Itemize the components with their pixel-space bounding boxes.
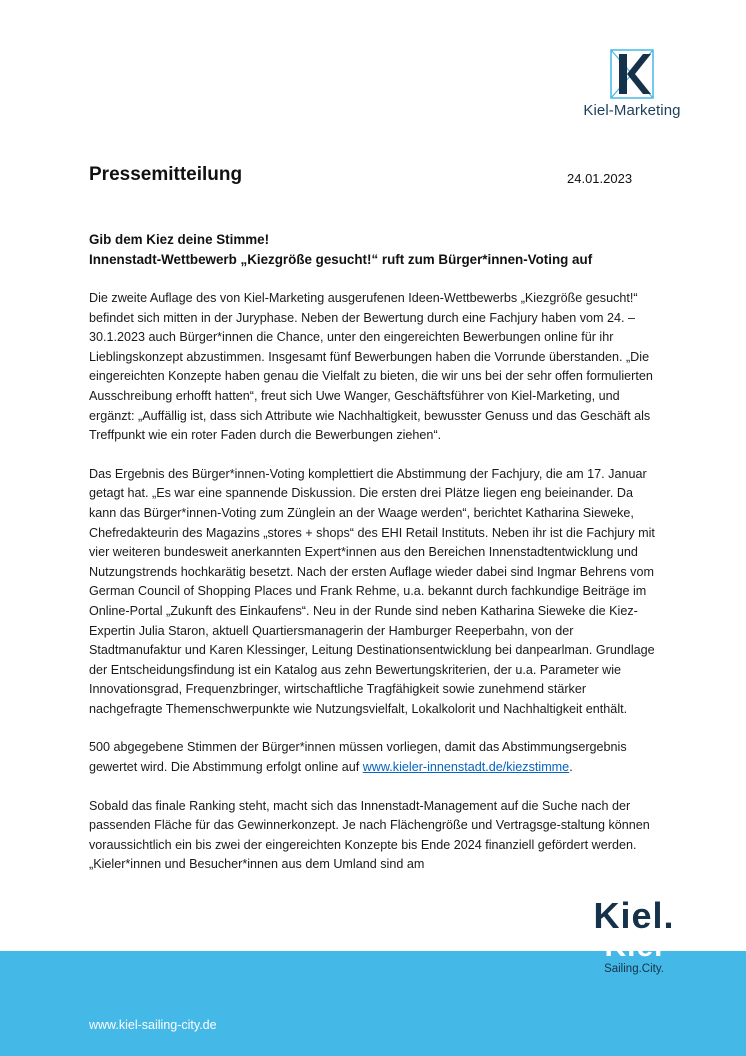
kiel-marketing-logo — [582, 48, 682, 119]
logo-text: Kiel-Marketing — [583, 102, 681, 119]
kiel-logo-word-mirror: Kiel — [604, 930, 664, 963]
release-date: 24.01.2023 — [567, 171, 633, 186]
kiel-marketing-k-logo-icon — [609, 48, 655, 100]
paragraph-3-text: 500 abgegebene Stimmen der Bürger*innen müssen vorliegen, damit das Abstimmungsergebnis gewertet wird. Die Abstimmung erfolgt online auf — [89, 740, 627, 775]
kiel-sailing-city-logo — [584, 895, 684, 975]
paragraph-3-end: . — [569, 760, 573, 775]
subheadline — [89, 230, 669, 270]
footer-url: www.kiel-sailing-city.de — [89, 1018, 217, 1032]
subheadline-line-2: Innenstadt-Wettbewerb „Kiezgröße gesucht!“ ruft zum Bürger*innen-Voting auf — [89, 252, 593, 267]
article-body — [89, 289, 661, 894]
kiel-logo-word: Kiel. — [593, 895, 675, 936]
paragraph-2: Das Ergebnis des Bürger*innen-Voting komplettiert die Abstimmung der Fachjury, die am 17. Januar getagt hat. „Es war eine spannende Diskussion. Die ersten drei Plätze liegen eng beieinander. Da kann das Bürger*innen-Voting zum Zünglein an der Waage werden“, berichtet Katharina Sieweke, Chefredakteurin des Magazins „stores + shops“ des EHI Retail Instituts. Neben ihr ist die Fachjury mit vier weiteren bundesweit anerkannten Expert*innen aus den Bereichen Innenstadtentwicklung und Nutzungstrends hochkarätig besetzt. Nach der ersten Auflage wieder dabei sind Ingmar Behrens vom German Council of Shopping Places und Frank Rehme, u.a. bekannt durch fachkundige Beiträge im Online-Portal „Zukunft des Einkaufens“. Neu in der Runde sind neben Katharina Sieweke die Kiez-Expertin Julia Staron, aktuell Quartiersmanagerin der Hamburger Reeperbahn, von der Stadtmanufaktur und Karen Klessinger, Leitung Destinationsentwicklung bei danpearlman. Grundlage der Entscheidungsfindung ist ein Katalog aus zehn Bewertungskriterien, der u.a. Parameter wie Innovationsgrad, Frequenzbringer, wirtschaftliche Tragfähigkeit sowie zunehmend stärker nachgefragte Themenschwerpunkte wie Nutzungsvielfalt, Lokalkolorit und Nachhaltigkeit enthält. — [89, 466, 655, 716]
footer-bar — [0, 895, 746, 1056]
paragraph-1: Die zweite Auflage des von Kiel-Marketing ausgerufenen Ideen-Wettbewerbs „Kiezgröße gesucht!“ befindet sich mitten in der Juryphase. Neben der Bewertung durch eine Fachjury haben vom 24. – 30.1.2023 auch Bürger*innen die Chance, unter den eingereichten Bewerbungen online für ihr Lieblingskonzept abzustimmen. Insgesamt fünf Bewerbungen haben die Vorrunde überstanden. „Die eingereichten Konzepte haben genau die Vielfalt zu bieten, die wir uns bei der sehr offen formulierten Ausschreibung erhofft hatten“, freut sich Uwe Wanger, Geschäftsführer von Kiel-Marketing, und ergänzt: „Auffällig ist, dass sich Attribute wie Nachhaltigkeit, bewusster Genuss und das Geschäft als Treffpunkt wie ein roter Faden durch die Bewerbungen ziehen“. — [89, 291, 653, 443]
voting-link[interactable]: www.kieler-innenstadt.de/kiezstimme — [362, 760, 570, 775]
paragraph-3 — [89, 738, 661, 777]
page-title: Pressemitteilung — [89, 164, 243, 185]
footer-tagline: Sailing.City. — [604, 963, 664, 975]
subheadline-line-1: Gib dem Kiez deine Stimme! — [89, 232, 270, 247]
paragraph-4: Sobald das finale Ranking steht, macht sich das Innenstadt-Management auf die Suche nach der passenden Fläche für das Gewinnerkonzept. Je nach Flächengröße und Vertragsge-staltung können voraussichtlich ein bis zwei der eingereichten Konzepte bis Ende 2024 finanziell gefördert werden. „Kieler*innen und Besucher*innen aus dem Umland sind am — [89, 798, 650, 872]
